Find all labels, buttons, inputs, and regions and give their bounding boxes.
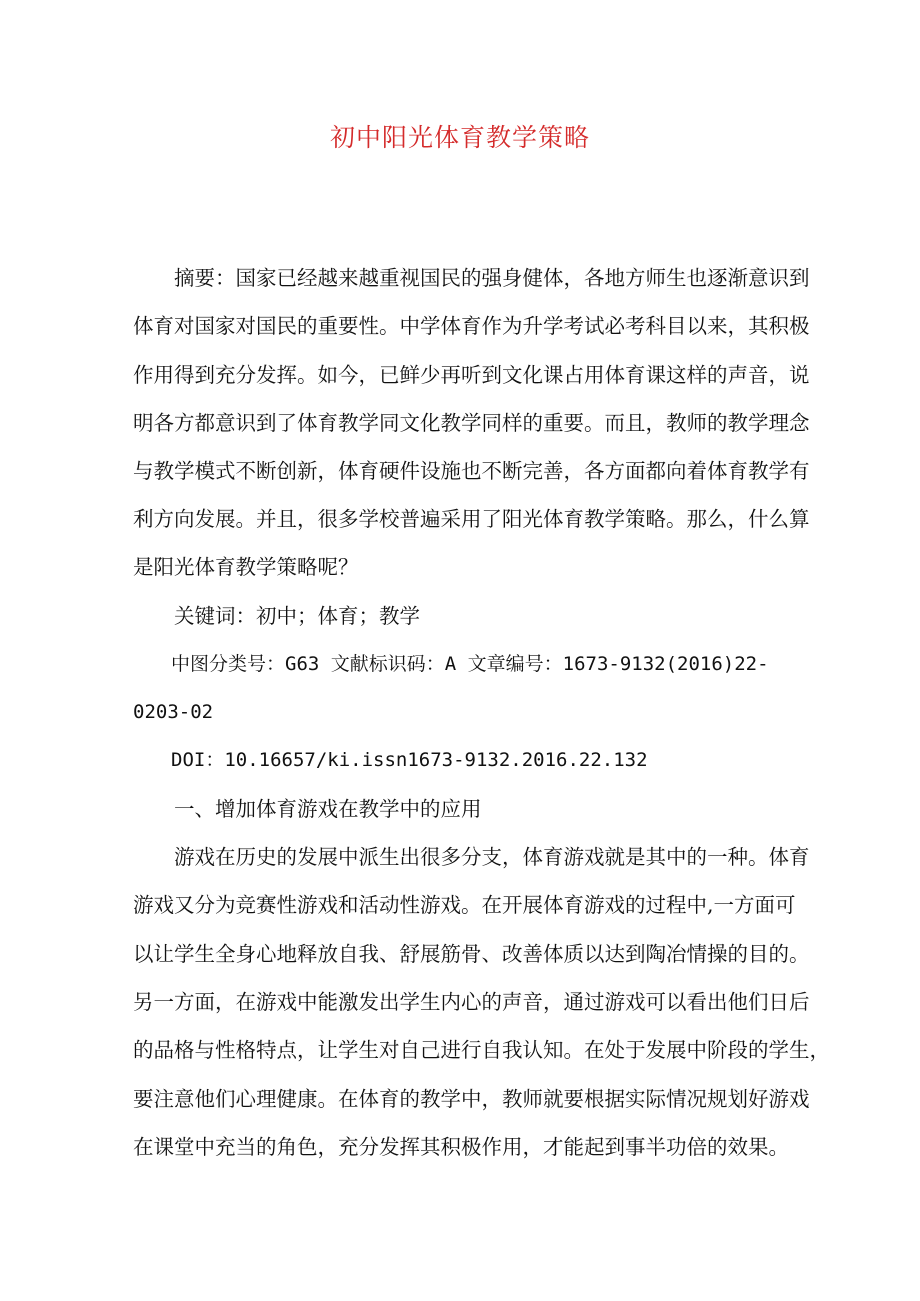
body-line-5: 的品格与性格特点，让学生对自己进行自我认知。在处于发展中阶段的学生， xyxy=(133,1038,830,1062)
abstract-line-5: 与教学模式不断创新，体育硬件设施也不断完善，各方面都向着体育教学有 xyxy=(133,459,810,483)
body-line-7: 在课堂中充当的角色，充分发挥其积极作用，才能起到事半功倍的效果。 xyxy=(133,1135,789,1159)
abstract-line-1: 摘要：国家已经越来越重视国民的强身健体，各地方师生也逐渐意识到 xyxy=(133,266,810,290)
abstract-line-7: 是阳光体育教学策略呢？ xyxy=(133,555,359,579)
classification-line-2: 0203-02 xyxy=(133,701,214,723)
body-line-1: 游戏在历史的发展中派生出很多分支，体育游戏就是其中的一种。体育 xyxy=(133,845,810,869)
classification-line-1: 中图分类号：G63 文献标识码：A 文章编号：1673-9132(2016)22- xyxy=(133,653,769,675)
body-line-6: 要注意他们心理健康。在体育的教学中，教师就要根据实际情况规划好游戏 xyxy=(133,1087,810,1111)
abstract-line-4: 明各方都意识到了体育教学同文化教学同样的重要。而且，教师的教学理念 xyxy=(133,411,810,435)
doi-line: DOI：10.16657/ki.issn1673-9132.2016.22.132 xyxy=(133,749,648,771)
abstract-line-6: 利方向发展。并且，很多学校普遍采用了阳光体育教学策略。那么，什么算 xyxy=(133,507,810,531)
abstract-line-2: 体育对国家对国民的重要性。中学体育作为升学考试必考科目以来，其积极 xyxy=(133,314,810,338)
abstract-line-3: 作用得到充分发挥。如今，已鲜少再听到文化课占用体育课这样的声音，说 xyxy=(133,363,810,387)
body-line-3: 以让学生全身心地释放自我、舒展筋骨、改善体质以达到陶冶情操的目的。 xyxy=(133,942,810,966)
body-line-4: 另一方面，在游戏中能激发出学生内心的声音，通过游戏可以看出他们日后 xyxy=(133,990,810,1014)
body-line-2: 游戏又分为竞赛性游戏和活动性游戏。在开展体育游戏的过程中,一方面可 xyxy=(133,893,796,917)
keywords-line: 关键词：初中；体育；教学 xyxy=(133,604,420,628)
document-title: 初中阳光体育教学策略 xyxy=(329,123,590,152)
section-heading-1: 一、增加体育游戏在教学中的应用 xyxy=(133,797,482,821)
